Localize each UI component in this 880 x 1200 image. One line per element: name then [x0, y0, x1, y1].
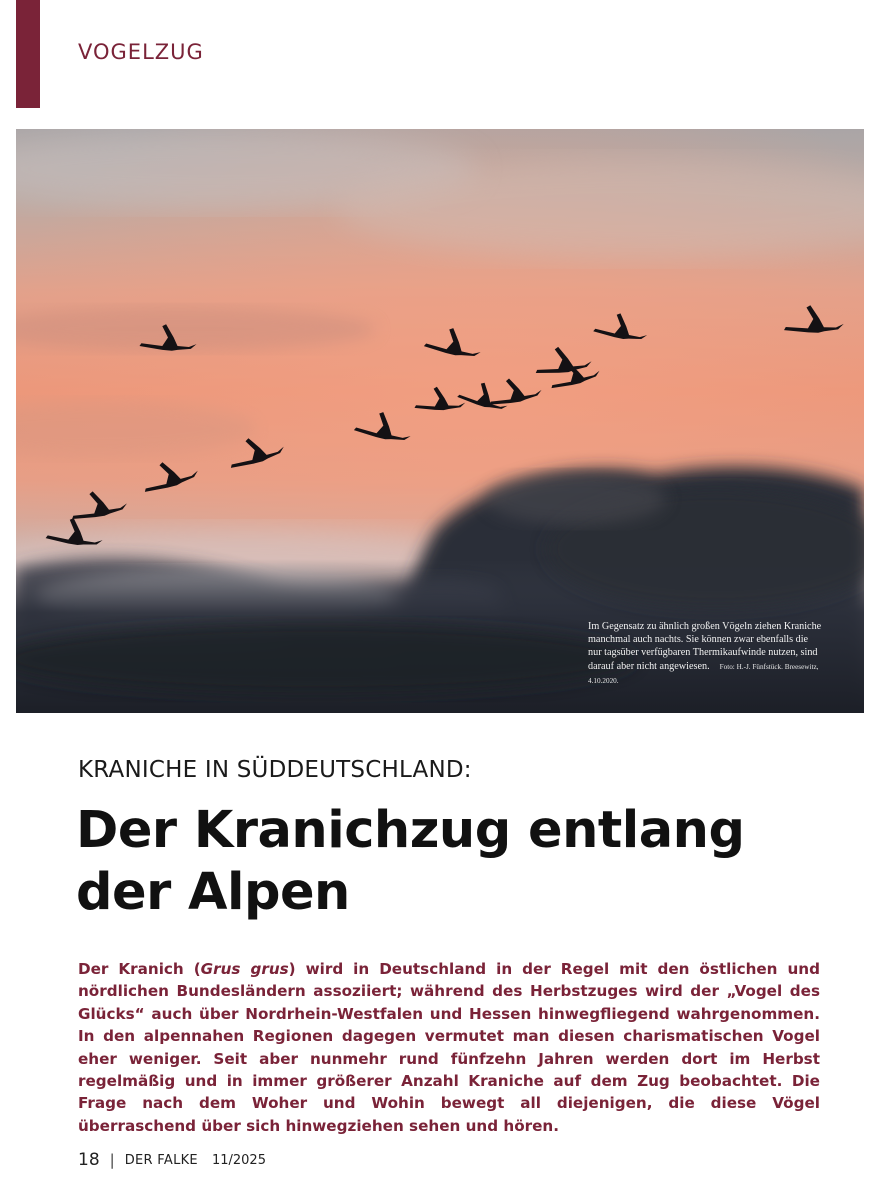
headline-line-2: der Alpen: [76, 863, 350, 922]
headline-line-1: Der Kranichzug entlang: [76, 801, 745, 860]
lead-rest: ) wird in Deutschland in der Regel mit den östlichen und nördlichen Bundesländern assoziiert; während des Herbstzuges wird der „Vogel des Glücks“ auch über Nordrhein-Westfalen und Hessen hinwegfliegend wahrgenommen. In den alpennahen Regionen dagegen vermutet man diesen charismatischen Vogel eher weniger. Seit aber nunmehr rund fünfzehn Jahren werden dort im Herbst regelmäßig und in immer größerer Anzahl Kraniche auf dem Zug beobachtet. Die Frage nach dem Woher und Wohin bewegt all diejenigen, die diese Vögel überraschend über sich hinwegziehen sehen und hören.: [78, 960, 820, 1135]
article-headline: [76, 800, 836, 924]
article-kicker: KRANICHE IN SÜDDEUTSCHLAND:: [78, 757, 472, 783]
caption-text: Im Gegensatz zu ähnlich großen Vögeln ziehen Kraniche manchmal auch nachts. Sie können zwar ebenfalls die nur tagsüber verfügbaren Thermikaufwinde nutzen, sind darauf aber nicht angewiesen.: [588, 621, 822, 672]
article-lead: [78, 958, 820, 1137]
footer-separator: |: [109, 1151, 115, 1169]
issue-number: 11/2025: [211, 1152, 266, 1168]
photo-caption: [588, 620, 824, 688]
page-number: 18: [78, 1150, 100, 1170]
photo-credit: Foto: H.-J. Fünfstück. Breesewitz, 4.10.2020.: [588, 662, 819, 685]
section-label: VOGELZUG: [78, 40, 204, 64]
section-accent-bar: [16, 0, 40, 108]
lead-latin-name: Grus grus: [200, 960, 289, 978]
magazine-name: DER FALKE: [124, 1152, 198, 1168]
lead-start: Der Kranich (: [78, 960, 201, 978]
page-footer: [78, 1150, 266, 1170]
